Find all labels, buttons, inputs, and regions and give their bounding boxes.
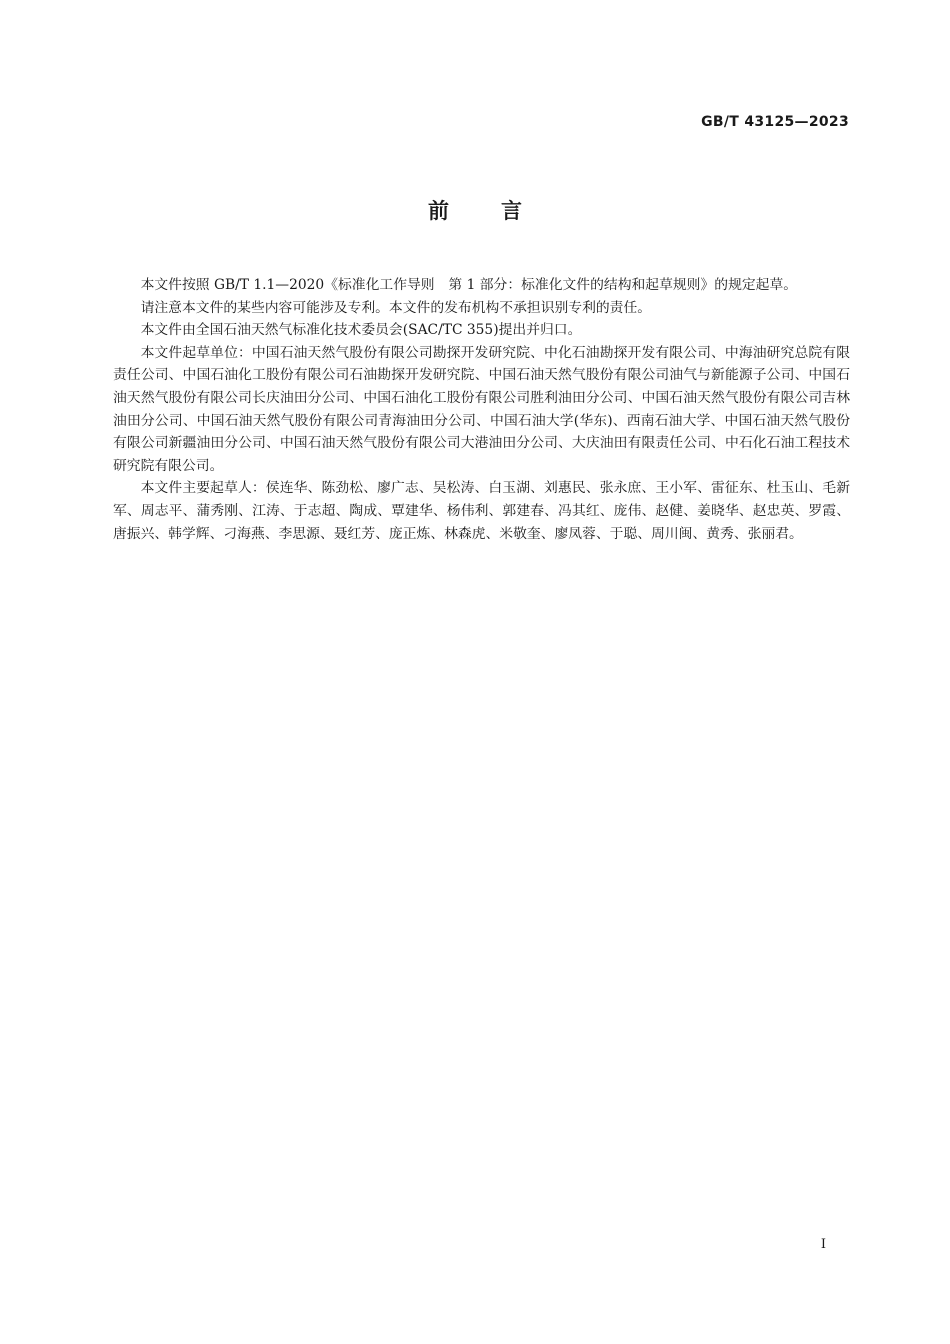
paragraph-main-drafters: 本文件主要起草人：侯连华、陈劲松、廖广志、吴松涛、白玉湖、刘惠民、张永庶、王小军、雷征东、杜玉山、毛新军、周志平、蒲秀刚、江涛、于志超、陶成、覃建华、杨伟利、郭建春、冯其红、庞伟、赵健、姜晓华、赵忠英、罗霞、唐振兴、韩学辉、刁海燕、李思源、聂红芳、庞正炼、林森虎、米敬奎、廖凤蓉、于聪、周川闽、黄秀、张丽君。	[113, 480, 850, 542]
paragraph-drafting-rules: 本文件按照 GB/T 1.1—2020《标准化工作导则 第 1 部分：标准化文件的结构和起草规则》的规定起草。	[140, 277, 798, 293]
paragraph-drafting-units: 本文件起草单位：中国石油天然气股份有限公司勘探开发研究院、中化石油勘探开发有限公司、中海油研究总院有限责任公司、中国石油化工股份有限公司石油勘探开发研究院、中国石油天然气股份有限公司油气与新能源子公司、中国石油天然气股份有限公司长庆油田分公司、中国石油化工股份有限公司胜利油田分公司、中国石油天然气股份有限公司吉林油田分公司、中国石油天然气股份有限公司青海油田分公司、中国石油大学(华东)、西南石油大学、中国石油天然气股份有限公司新疆油田分公司、中国石油天然气股份有限公司大港油田分公司、大庆油田有限责任公司、中石化石油工程技术研究院有限公司。	[113, 344, 850, 474]
paragraph-proposer: 本文件由全国石油天然气标准化技术委员会(SAC/TC 355)提出并归口。	[140, 322, 582, 339]
paragraph-patent-notice: 请注意本文件的某些内容可能涉及专利。本文件的发布机构不承担识别专利的责任。	[140, 299, 652, 316]
foreword-body	[113, 274, 850, 545]
standard-number: GB/T 43125—2023	[701, 114, 849, 130]
page-title: 前言	[428, 199, 574, 223]
page-number: I	[820, 1237, 826, 1252]
